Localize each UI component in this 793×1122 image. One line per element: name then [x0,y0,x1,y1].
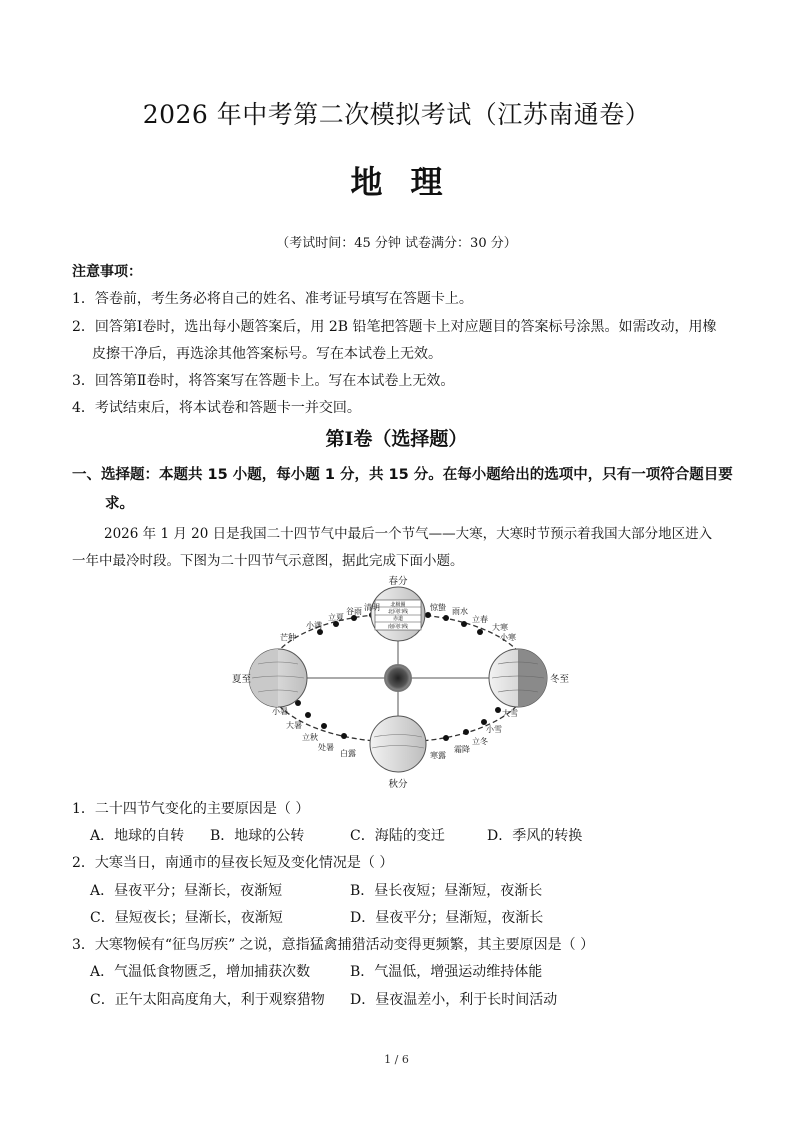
page-number: 1 / 6 [384,1053,409,1066]
question-option: D．季风的转换 [487,828,583,844]
solar-terms-diagram [210,572,590,792]
label-guyu: 谷雨 [346,607,362,616]
exam-title: 2026 年中考第二次模拟考试（江苏南通卷） [142,100,651,129]
question-option: C．海陆的变迁 [350,828,445,844]
part-heading-continued: 求。 [105,496,134,512]
globe-spring [371,587,425,641]
label-hanlu: 寒露 [430,751,446,760]
label-chushu: 处暑 [318,743,334,752]
question-option: C．昼短夜长；昼渐长，夜渐短 [90,910,283,926]
label-dashu: 大暑 [286,721,302,730]
label-mangzhong: 芒种 [280,633,296,642]
label-winter-solstice: 冬至 [550,674,570,685]
globe-label: 南回归线 [387,624,409,630]
label-spring-equinox: 春分 [388,576,408,587]
question-option: D．昼夜平分；昼渐短，夜渐长 [350,910,544,926]
intro-text: 2026 年 1 月 20 日是我国二十四节气中最后一个节气——大寒，大寒时节预示着我国大部分地区进入 [104,526,713,542]
subject-title: 地理 [350,163,471,201]
notice-item: 皮擦干净后，再选涂其他答案标号。写在本试卷上无效。 [92,346,442,362]
label-xiaohan: 小寒 [500,633,516,642]
label-bailu: 白露 [340,749,356,758]
label-daxue: 大雪 [502,709,518,718]
label-qingming: 清明 [364,603,380,612]
notice-heading: 注意事项： [72,264,142,280]
globe-autumn [370,716,426,772]
notice-item: 4．考试结束后，将本试卷和答题卡一并交回。 [72,400,361,416]
label-dahan: 大寒 [492,623,508,632]
notice-item: 2．回答第Ⅰ卷时，选出每小题答案后，用 2B 铅笔把答题卡上对应题目的答案标号涂黑。如需改动，用橡 [72,319,717,335]
question-option: B．昼长夜短；昼渐短，夜渐长 [350,883,543,899]
question-option: A．地球的自转 [90,828,185,844]
question-stem: 2．大寒当日，南通市的昼夜长短及变化情况是（ ） [72,855,394,871]
globe-winter [489,649,547,707]
label-summer-solstice: 夏至 [232,674,252,685]
section-heading: 第Ⅰ卷（选择题） [325,428,468,450]
notice-item: 3．回答第Ⅱ卷时，将答案写在答题卡上。写在本试卷上无效。 [72,373,455,389]
sun-icon [385,665,411,691]
globe-label: 北回归线 [387,609,409,615]
notice-item: 1．答卷前，考生务必将自己的姓名、准考证号填写在答题卡上。 [72,291,473,307]
globe-summer [249,649,307,707]
globe-label: 赤道 [392,616,404,622]
label-xiaoxue: 小雪 [486,725,502,734]
question-stem: 1．二十四节气变化的主要原因是（ ） [72,801,310,817]
globe-label: 北极圈 [390,602,406,608]
label-jingzhe: 惊蛰 [430,603,446,612]
label-liqiu: 立秋 [302,733,318,742]
question-option: B．气温低，增强运动维持体能 [350,964,543,980]
intro-text: 一年中最冷时段。下图为二十四节气示意图，据此完成下面小题。 [72,553,464,569]
label-lixia: 立夏 [328,613,344,622]
question-stem: 3．大寒物候有“征鸟厉疾” 之说，意指猛禽捕猎活动变得更频繁，其主要原因是（ ） [72,937,595,953]
label-xiaoman: 小满 [306,621,322,630]
question-option: A．气温低食物匮乏，增加捕获次数 [90,964,311,980]
label-lichun: 立春 [472,615,488,624]
question-option: A．昼夜平分；昼渐长，夜渐短 [90,883,283,899]
label-yushui: 雨水 [452,607,468,616]
exam-info: （考试时间：45 分钟 试卷满分：30 分） [276,236,517,251]
label-xiaoshu: 小暑 [272,707,288,716]
label-lidong: 立冬 [472,737,488,746]
part-heading: 一、选择题：本题共 15 小题，每小题 1 分，共 15 分。在每小题给出的选项中，只有一项符合题目要 [72,467,733,483]
label-autumn-equinox: 秋分 [388,779,408,790]
label-shuangjiang: 霜降 [454,745,470,754]
question-option: C．正午太阳高度角大，利于观察猎物 [90,992,325,1008]
question-option: B．地球的公转 [210,828,305,844]
question-option: D．昼夜温差小，利于长时间活动 [350,992,558,1008]
